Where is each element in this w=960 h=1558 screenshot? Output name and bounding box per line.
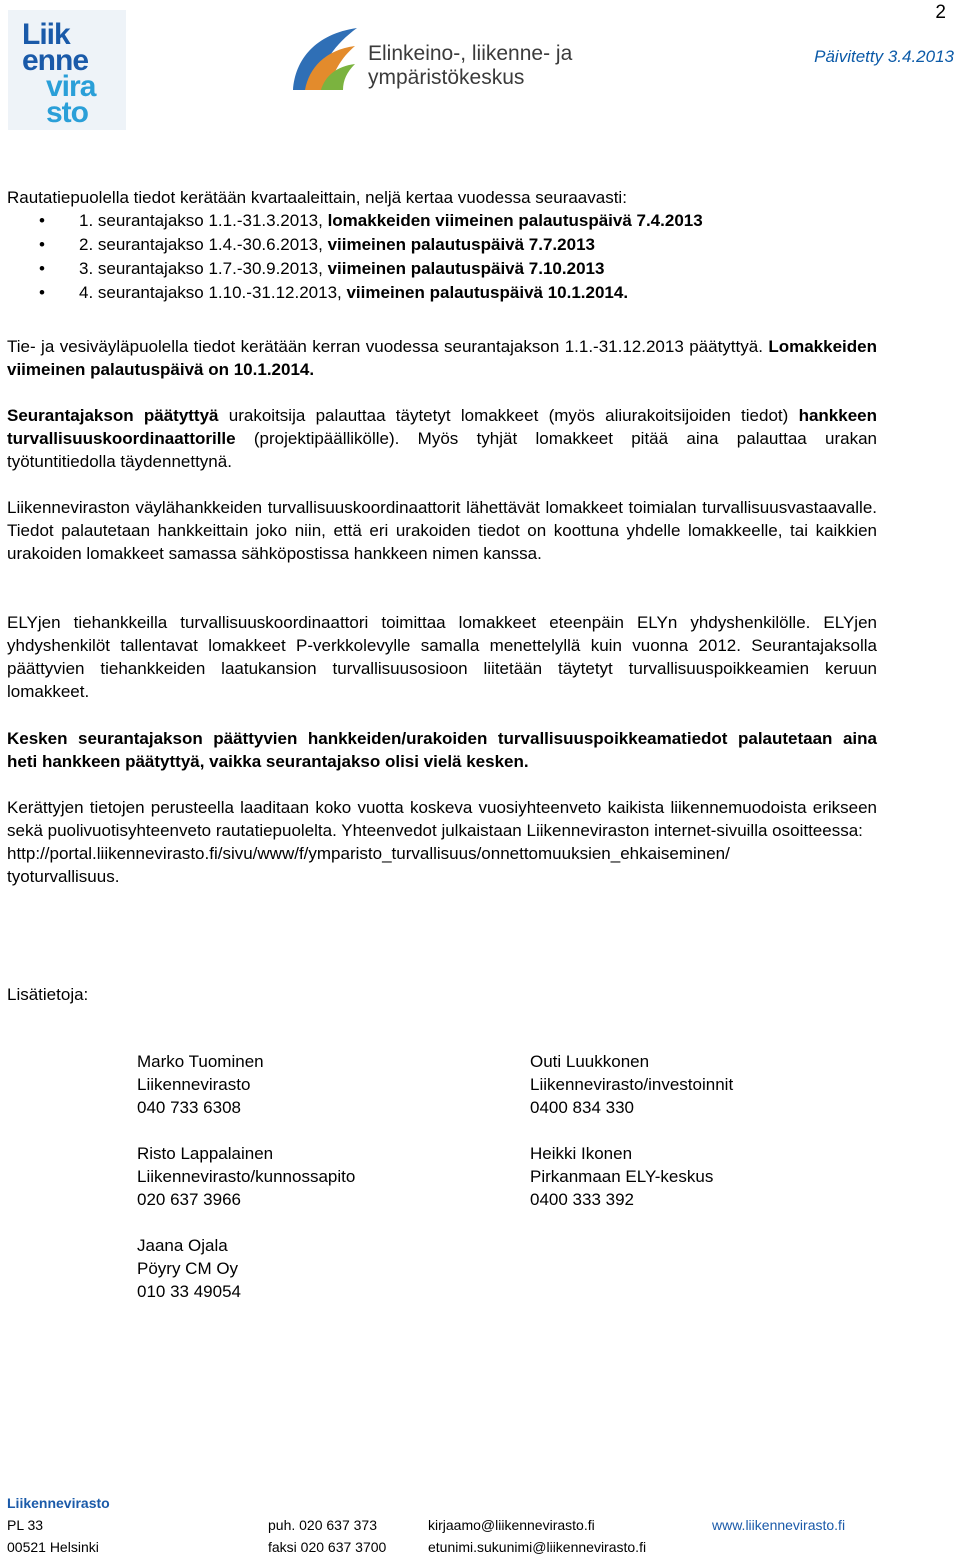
- contact-name: Jaana Ojala: [137, 1236, 228, 1255]
- contact-org: Liikennevirasto: [137, 1075, 251, 1094]
- footer-name: Liikennevirasto: [7, 1495, 110, 1511]
- footer-address: [7, 1492, 110, 1558]
- contact-phone: 040 733 6308: [137, 1098, 241, 1117]
- seuranta-plain1: urakoitsija palauttaa täytetyt lomakkeet (myös aliurakoitsijoiden tiedot): [218, 406, 799, 425]
- contact-org: Liikennevirasto/kunnossapito: [137, 1167, 356, 1186]
- list-item: [7, 257, 877, 281]
- ltv-paragraph: [7, 496, 877, 565]
- period-plain: 3. seurantajakso 1.7.-30.9.2013,: [79, 259, 328, 278]
- period-bold: lomakkeiden viimeinen palautuspäivä 7.4.2013: [327, 211, 703, 230]
- seuranta-bold2: hankkeen turvallisuuskoordinaattorille: [7, 406, 878, 448]
- list-item: [7, 233, 877, 257]
- logo-line: Liik: [22, 18, 70, 51]
- period-plain: 4. seurantajakso 1.10.-31.12.2013,: [79, 283, 347, 302]
- url-line: http://portal.liikennevirasto.fi/sivu/www/f/ymparisto_turvallisuus/onnettomuuksien_ehkaiseminen/: [7, 844, 730, 863]
- liikennevirasto-logo: [8, 10, 126, 130]
- contact-phone: 0400 333 392: [530, 1190, 634, 1209]
- footer-pl: PL 33: [7, 1517, 44, 1533]
- logo-line: sto: [46, 96, 88, 129]
- contact-card: [530, 1142, 713, 1211]
- contact-name: Risto Lappalainen: [137, 1144, 274, 1163]
- contact-phone: 020 637 3966: [137, 1190, 241, 1209]
- contact-name: Marko Tuominen: [137, 1052, 264, 1071]
- contact-card: [137, 1050, 264, 1119]
- contact-name: Outi Luukkonen: [530, 1052, 650, 1071]
- tie-plain: Tie- ja vesiväyläpuolella tiedot kerätään kerran vuodessa seurantajakson 1.1.-31.12.2013 päätyttyä.: [7, 337, 769, 356]
- period-plain: 1. seurantajakso 1.1.-31.3.2013,: [79, 211, 328, 230]
- period-bold: viimeinen palautuspäivä 7.10.2013: [327, 259, 605, 278]
- footer-email[interactable]: kirjaamo@liikennevirasto.fi: [428, 1517, 595, 1533]
- footer-city: 00521 Helsinki: [7, 1539, 99, 1555]
- lisatietoja-heading: Lisätietoja:: [7, 985, 89, 1004]
- kerattyjen-paragraph: [7, 796, 877, 888]
- page-number: 2: [935, 2, 946, 23]
- contact-phone: 0400 834 330: [530, 1098, 634, 1117]
- seuranta-plain2: (projektipäällikölle). Myös tyhjät lomakkeet pitää aina palauttaa urakan työtuntitiedolla täydennettynä.: [7, 429, 877, 471]
- updated-date: Päivitetty 3.4.2013: [814, 47, 954, 66]
- contact-card: [137, 1142, 355, 1211]
- ely-line: Elinkeino-, liikenne- ja: [368, 42, 573, 65]
- footer-email-block: [428, 1514, 646, 1558]
- footer-puh: puh. 020 637 373: [268, 1517, 377, 1533]
- ely-paragraph: [7, 611, 877, 703]
- kerattyjen-text: Kerättyjen tietojen perusteella laaditaan koko vuotta koskeva vuosiyhteenveto kaikista liikennemuodoista erikseen sekä puolivuotisyhteenveto rautatiepuolelta. Yhteenvedot julkaistaan Liikenneviraston internet-sivuilla osoitteessa:: [7, 798, 877, 840]
- period-list: [7, 209, 877, 305]
- contact-org: Liikennevirasto/investoinnit: [530, 1075, 734, 1094]
- footer-phone-block: [268, 1514, 386, 1558]
- list-item: [7, 281, 877, 305]
- intro-text: Rautatiepuolella tiedot kerätään kvartaaleittain, neljä kertaa vuodessa seuraavasti:: [7, 188, 627, 207]
- intro-paragraph: [7, 186, 877, 305]
- footer-website-link[interactable]: www.liikennevirasto.fi: [712, 1517, 846, 1533]
- contact-name: Heikki Ikonen: [530, 1144, 633, 1163]
- seuranta-paragraph: [7, 404, 877, 473]
- contact-card: [530, 1050, 733, 1119]
- ely-line: ympäristökeskus: [368, 66, 525, 89]
- contact-card: [137, 1234, 241, 1303]
- list-item: [7, 209, 877, 233]
- contact-org: Pirkanmaan ELY-keskus: [530, 1167, 714, 1186]
- contact-phone: 010 33 49054: [137, 1282, 241, 1301]
- kesken-text: Kesken seurantajakson päättyvien hankkeiden/urakoiden turvallisuuspoikkeamatiedot palautetaan aina heti hankkeen päätyttyä, vaikka seurantajakso olisi vielä kesken.: [7, 729, 877, 771]
- footer-faksi: faksi 020 637 3700: [268, 1539, 387, 1555]
- footer-email-pattern[interactable]: etunimi.sukunimi@liikennevirasto.fi: [428, 1539, 647, 1555]
- tie-paragraph: [7, 335, 877, 381]
- url-line-2: tyoturvallisuus.: [7, 867, 120, 886]
- ely-text: ELYjen tiehankkeilla turvallisuuskoordinaattori toimittaa lomakkeet eteenpäin ELYn yhdyshenkilölle. ELYjen yhdyshenkilöt tallentavat lomakkeet P-verkkolevylle samalla menettelyllä kuin vuonna 2012. Seurantajaksolla päättyvien tiehankkeiden laatukansion turvallisuusosioon liitetään täytetyt turvallisuuspoikkeamien keruun lomakkeet.: [7, 613, 877, 701]
- seuranta-bold1: Seurantajakson päätyttyä: [7, 406, 219, 425]
- period-bold: viimeinen palautuspäivä 10.1.2014.: [346, 283, 629, 302]
- ely-logo-text: [368, 42, 572, 90]
- logo-line: vira: [46, 70, 96, 103]
- logo-line: enne: [22, 44, 89, 77]
- kesken-paragraph: [7, 727, 877, 773]
- tie-bold: Lomakkeiden viimeinen palautuspäivä on 10.1.2014.: [7, 337, 877, 379]
- ltv-text: Liikenneviraston väylähankkeiden turvallisuuskoordinaattorit lähettävät lomakkeet toimialan turvallisuusvastaavalle. Tiedot palautetaan hankkeittain joko niin, että eri urakoiden tiedot on koottuna yhdelle lomakkeelle, tai kaikkien urakoiden lomakkeet samassa sähköpostissa hankkeen nimen kanssa.: [7, 498, 877, 563]
- contact-org: Pöyry CM Oy: [137, 1259, 239, 1278]
- ely-logo-icon: [285, 20, 363, 98]
- period-plain: 2. seurantajakso 1.4.-30.6.2013,: [79, 235, 328, 254]
- period-bold: viimeinen palautuspäivä 7.7.2013: [327, 235, 595, 254]
